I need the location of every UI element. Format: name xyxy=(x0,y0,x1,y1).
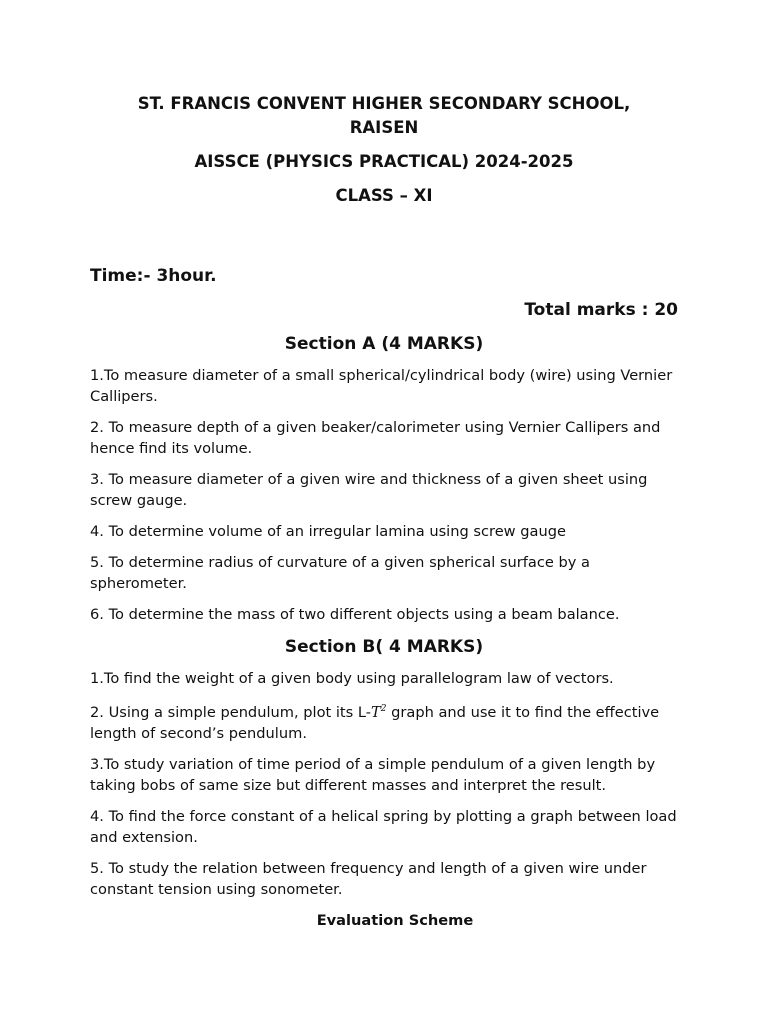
section-b-item-4: 4. To find the force constant of a helical spring by plotting a graph between load and extension. xyxy=(90,808,677,846)
section-b-item-2-before: 2. Using a simple pendulum, plot its L- xyxy=(90,704,372,721)
section-b-heading: Section B( 4 MARKS) xyxy=(284,637,484,657)
math-symbol: T xyxy=(371,704,381,721)
section-a-item-5: 5. To determine radius of curvature of a given spherical surface by a spherometer. xyxy=(90,554,590,592)
section-b-item-5: 5. To study the relation between frequency and length of a given wire under constant tension using sonometer. xyxy=(90,860,647,898)
time-duration: Time:- 3hour. xyxy=(90,266,217,286)
section-a-item-4: 4. To determine volume of an irregular lamina using screw gauge xyxy=(90,523,566,540)
section-b-item-2-after: graph and use it to find the effective length of second’s pendulum. xyxy=(90,704,660,742)
total-marks: Total marks : 20 xyxy=(524,300,678,320)
class-label: CLASS – XI xyxy=(335,186,433,205)
exam-title: AISSCE (PHYSICS PRACTICAL) 2024-2025 xyxy=(194,152,574,171)
math-t-squared xyxy=(371,704,386,721)
section-b-item-1: 1.To find the weight of a given body using parallelogram law of vectors. xyxy=(90,670,614,687)
math-exponent: 2 xyxy=(380,704,387,714)
section-b-list xyxy=(90,668,678,900)
section-a-list xyxy=(90,365,678,625)
school-name: ST. FRANCIS CONVENT HIGHER SECONDARY SCHOOL, RAISEN xyxy=(137,94,631,137)
section-a-item-2: 2. To measure depth of a given beaker/calorimeter using Vernier Callipers and hence find its volume. xyxy=(90,419,661,457)
section-b-item-3: 3.To study variation of time period of a simple pendulum of a given length by taking bobs of same size but different masses and interpret the result. xyxy=(90,756,656,794)
section-a-item-1: 1.To measure diameter of a small spherical/cylindrical body (wire) using Vernier Callipers. xyxy=(90,367,673,405)
section-b-item-2 xyxy=(90,699,678,744)
section-a-item-6: 6. To determine the mass of two different objects using a beam balance. xyxy=(90,606,620,623)
spacer xyxy=(90,218,678,264)
evaluation-scheme-heading: Evaluation Scheme xyxy=(316,912,474,929)
section-a-heading: Section A (4 MARKS) xyxy=(284,334,484,354)
section-a-item-3: 3. To measure diameter of a given wire and thickness of a given sheet using screw gauge. xyxy=(90,471,648,509)
